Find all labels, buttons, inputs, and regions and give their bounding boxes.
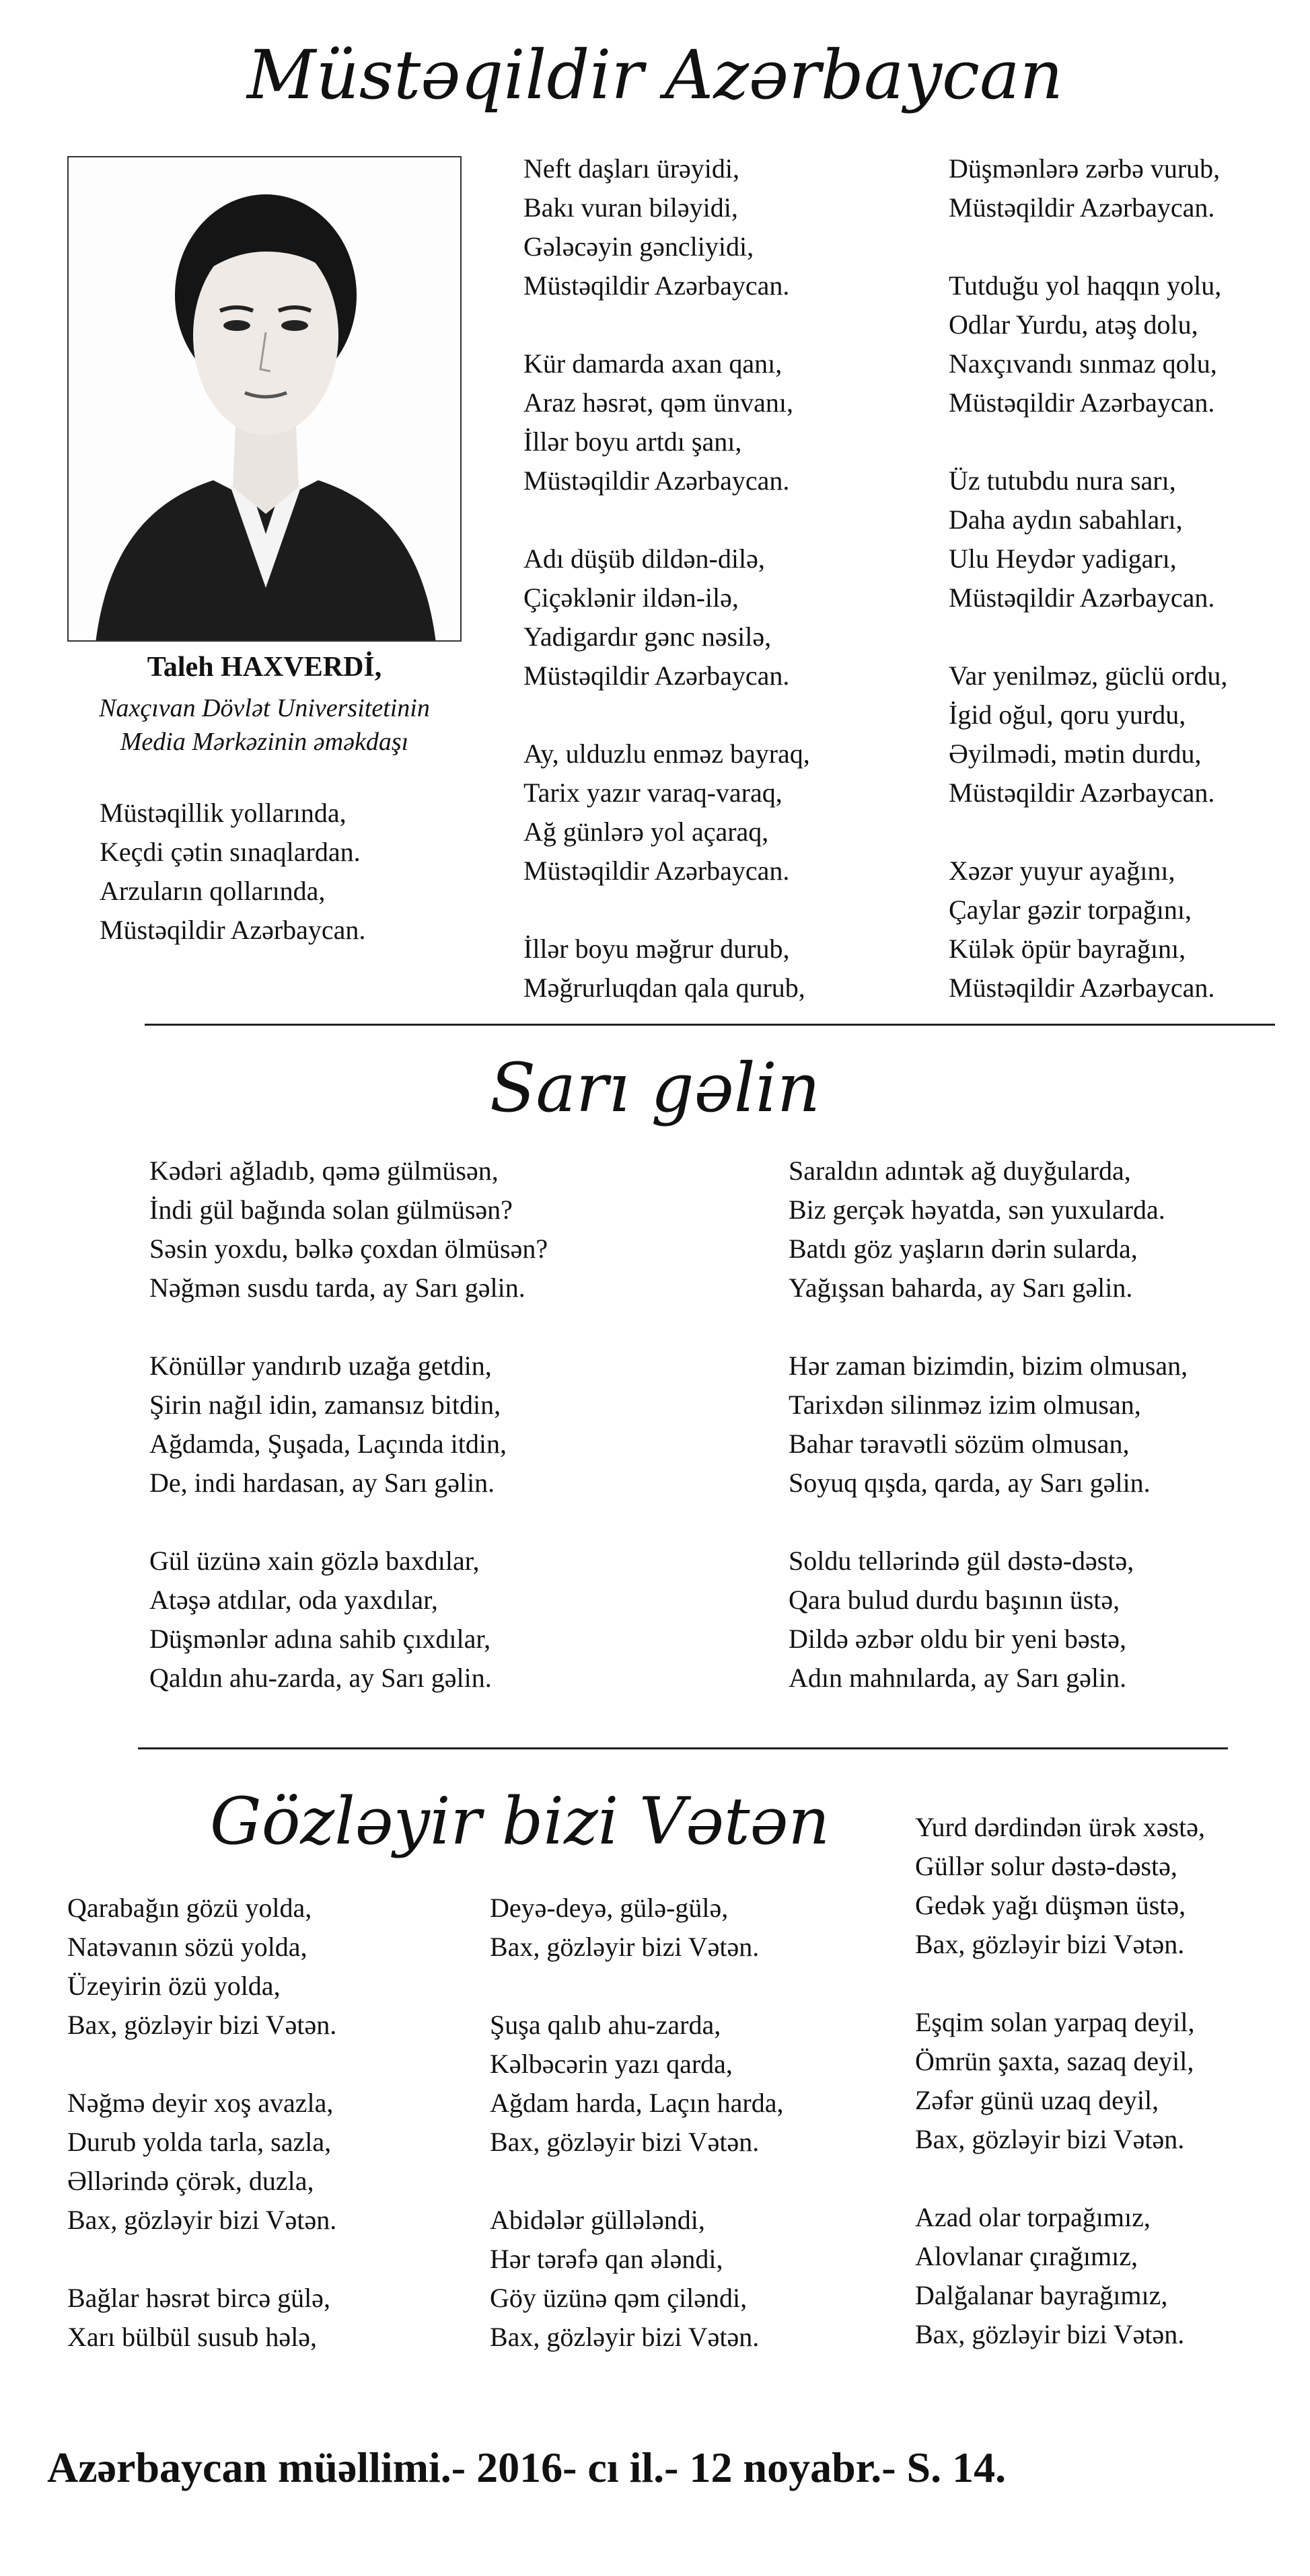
verse-line: Göy üzünə qəm çiləndi, [490,2283,748,2313]
verse-line: İndi gül bağında solan gülmüsən? [149,1195,513,1225]
verse-line: Müstəqildir Azərbaycan. [523,856,790,886]
verse-line: Biz gerçək həyatda, sən yuxularda. [789,1195,1165,1225]
stanza [149,1542,548,1698]
section-divider [145,1024,1275,1026]
verse-line: Tarixdən silinməz izim olmusan, [789,1390,1141,1420]
verse-line: Könüllər yandırıb uzağa getdin, [149,1351,492,1381]
stanza [67,2279,336,2357]
verse-line: Məğrurluqdan qala qurub, [523,973,805,1003]
verse-line: Batdı göz yaşların dərin sularda, [789,1234,1138,1264]
verse-line: Müstəqildir Azərbaycan. [949,973,1215,1003]
verse-line: Araz həsrət, qəm ünvanı, [523,387,793,418]
poem1-column-1 [100,794,365,989]
verse-line: Soyuq qışda, qarda, ay Sarı gəlin. [789,1468,1151,1498]
verse-line: Kədəri ağladıb, qəmə gülmüsən, [149,1156,499,1186]
stanza [523,539,810,695]
verse-line: Dildə əzbər oldu bir yeni bəstə, [789,1624,1127,1654]
poem3-column-3 [915,1808,1205,2393]
stanza [100,794,365,950]
verse-line: Ulu Heydər yadigarı, [949,543,1177,574]
verse-line: Atəşə atdılar, oda yaxdılar, [149,1585,438,1615]
stanza [490,2006,783,2162]
verse-line: Azad olar torpağımız, [915,2202,1151,2232]
stanza [789,1151,1188,1308]
verse-line: Keçdi çətin sınaqlardan. [100,837,361,867]
verse-line: Hər tərəfə qan ələndi, [490,2244,723,2274]
verse-line: Durub yolda tarla, sazla, [67,2127,332,2157]
verse-line: Ağdam harda, Laçın harda, [490,2088,784,2118]
stanza [789,1347,1188,1503]
poem3-title: Gözləyir bizi Vətən [210,1784,830,1859]
verse-line: Müstəqillik yollarında, [100,798,347,828]
verse-line: Dalğalanar bayrağımız, [915,2280,1168,2310]
verse-line: Müstəqildir Azərbaycan. [523,660,790,691]
verse-line: İllər boyu artdı şanı, [523,426,742,457]
verse-line: De, indi hardasan, ay Sarı gəlin. [149,1468,495,1498]
verse-line: Bakı vuran biləyidi, [523,192,738,223]
verse-line: Üz tutubdu nura sarı, [949,465,1176,496]
verse-line: Abidələr güllələndi, [490,2205,705,2235]
verse-line: Ağdamda, Şuşada, Laçında itdin, [149,1429,507,1459]
verse-line: Müstəqildir Azərbaycan. [949,192,1215,223]
verse-line: Bax, gözləyir bizi Vətən. [915,1929,1185,1959]
stanza [915,2198,1205,2354]
verse-line: Yurd dərdindən ürək xəstə, [915,1812,1205,1842]
poem1-column-2 [523,149,810,1047]
verse-line: Əllərində çörək, duzla, [67,2166,314,2196]
poem3-column-1 [67,1889,336,2396]
poem2-column-2 [789,1151,1188,1737]
verse-line: Bax, gözləyir bizi Vətən. [490,2322,760,2352]
verse-line: Müstəqildir Azərbaycan. [523,270,790,301]
stanza [949,851,1227,1008]
verse-line: Çaylar gəzir torpağını, [949,895,1192,925]
verse-line: Alovlanar çırağımız, [915,2241,1138,2271]
verse-line: Ağ günlərə yol açaraq, [523,817,769,847]
verse-line: Kür damarda axan qanı, [523,348,783,379]
stanza [490,2201,783,2357]
author-position-line: Naxçıvan Dövlət Universitetinin [99,694,430,722]
verse-line: Çiçəklənir ildən-ilə, [523,582,739,613]
verse-line: Tutduğu yol haqqın yolu, [949,270,1222,301]
verse-line: Odlar Yurdu, atəş dolu, [949,309,1198,340]
stanza [67,2084,336,2240]
author-photo [67,156,462,642]
verse-line: Şuşa qalıb ahu-zarda, [490,2010,721,2040]
verse-line: Xəzər yuyur ayağını, [949,856,1175,886]
stanza [523,149,810,305]
verse-line: Adı düşüb dildən-dilə, [523,543,765,574]
verse-line: Üzeyirin özü yolda, [67,1971,281,2001]
verse-line: Natəvanın sözü yolda, [67,1932,307,1962]
stanza [949,461,1227,617]
verse-line: Zəfər günü uzaq deyil, [915,2085,1159,2115]
verse-line: Nəğmən susdu tarda, ay Sarı gəlin. [149,1273,525,1303]
verse-line: Səsin yoxdu, bəlkə çoxdan ölmüsən? [149,1234,548,1264]
verse-line: Gedək yağı düşmən üstə, [915,1890,1186,1920]
verse-line: Bahar təravətli sözüm olmusan, [789,1429,1130,1459]
verse-line: Bax, gözləyir bizi Vətən. [67,2205,337,2235]
verse-line: Tarix yazır varaq-varaq, [523,778,783,808]
verse-line: Deyə-deyə, gülə-gülə, [490,1893,729,1923]
verse-line: Bax, gözləyir bizi Vətən. [915,2319,1185,2349]
stanza [149,1151,548,1308]
poem1-title: Müstəqildir Azərbaycan [246,36,1064,114]
stanza [523,734,810,891]
verse-line: İllər boyu məğrur durub, [523,934,790,964]
poem1-column-3 [949,149,1227,1047]
stanza [149,1347,548,1503]
verse-line: Adın mahnılarda, ay Sarı gəlin. [789,1663,1127,1693]
verse-line: Düşmənlərə zərbə vurub, [949,153,1221,184]
stanza [67,1889,336,2045]
verse-line: Kəlbəcərin yazı qarda, [490,2049,733,2079]
stanza [949,266,1227,422]
verse-line: Külək öpür bayrağını, [949,934,1186,964]
verse-line: Naxçıvandı sınmaz qolu, [949,348,1217,379]
verse-line: Bax, gözləyir bizi Vətən. [490,1932,760,1962]
stanza [949,656,1227,812]
verse-line: Müstəqildir Azərbaycan. [949,387,1215,418]
verse-line: Müstəqildir Azərbaycan. [949,582,1215,613]
stanza [523,930,810,1008]
poem2-title: Sarı gəlin [489,1049,821,1127]
verse-line: Arzuların qollarında, [100,876,326,906]
verse-line: Yadigardır gənc nəsilə, [523,621,772,652]
verse-line: Hər zaman bizimdin, bizim olmusan, [789,1351,1188,1381]
verse-line: Güllər solur dəstə-dəstə, [915,1851,1177,1881]
author-name: Taleh HAXVERDİ, [147,652,382,683]
verse-line: Var yenilməz, güclü ordu, [949,660,1228,691]
section-divider [138,1747,1228,1749]
verse-line: Müstəqildir Azərbaycan. [523,465,790,496]
poem2-column-1 [149,1151,548,1737]
verse-line: Gül üzünə xain gözlə baxdılar, [149,1546,480,1576]
verse-line: Qara bulud durdu başının üstə, [789,1585,1120,1615]
verse-line: Əyilmədi, mətin durdu, [949,738,1202,769]
verse-line: Daha aydın sabahları, [949,504,1183,535]
publication-citation: Azərbaycan müəllimi.- 2016- cı il.- 12 noyabr.- S. 14. [47,2444,1007,2491]
verse-line: Qaldın ahu-zarda, ay Sarı gəlin. [149,1663,492,1693]
stanza [490,1889,783,1967]
stanza [523,344,810,500]
author-position-line: Media Mərkəzinin əməkdaşı [120,728,409,756]
verse-line: Bax, gözləyir bizi Vətən. [490,2127,760,2157]
verse-line: Ömrün şaxta, sazaq deyil, [915,2046,1194,2076]
verse-line: Neft daşları ürəyidi, [523,153,739,184]
verse-line: Müstəqildir Azərbaycan. [100,915,366,945]
verse-line: Soldu tellərində gül dəstə-dəstə, [789,1546,1134,1576]
verse-line: Yağışsan baharda, ay Sarı gəlin. [789,1273,1133,1303]
verse-line: Nəğmə deyir xoş avazla, [67,2088,334,2118]
stanza [915,1808,1205,1964]
stanza [949,149,1227,227]
stanza [915,2003,1205,2159]
verse-line: Bax, gözləyir bizi Vətən. [915,2124,1185,2154]
verse-line: Xarı bülbül susub hələ, [67,2322,318,2352]
verse-line: İgid oğul, qoru yurdu, [949,699,1186,730]
verse-line: Qarabağın gözü yolda, [67,1893,312,1923]
author-portrait-image [69,157,462,642]
stanza [789,1542,1188,1698]
poem3-column-2 [490,1889,783,2396]
author-position [47,691,482,759]
verse-line: Gələcəyin gəncliyidi, [523,231,754,262]
verse-line: Bağlar həsrət bircə gülə, [67,2283,330,2313]
verse-line: Eşqim solan yarpaq deyil, [915,2007,1195,2037]
verse-line: Şirin nağıl idin, zamansız bitdin, [149,1390,501,1420]
verse-line: Bax, gözləyir bizi Vətən. [67,2010,337,2040]
verse-line: Düşmənlər adına sahib çıxdılar, [149,1624,491,1654]
verse-line: Müstəqildir Azərbaycan. [949,778,1215,808]
verse-line: Ay, ulduzlu enməz bayraq, [523,738,810,769]
verse-line: Saraldın adıntək ağ duyğularda, [789,1156,1131,1186]
